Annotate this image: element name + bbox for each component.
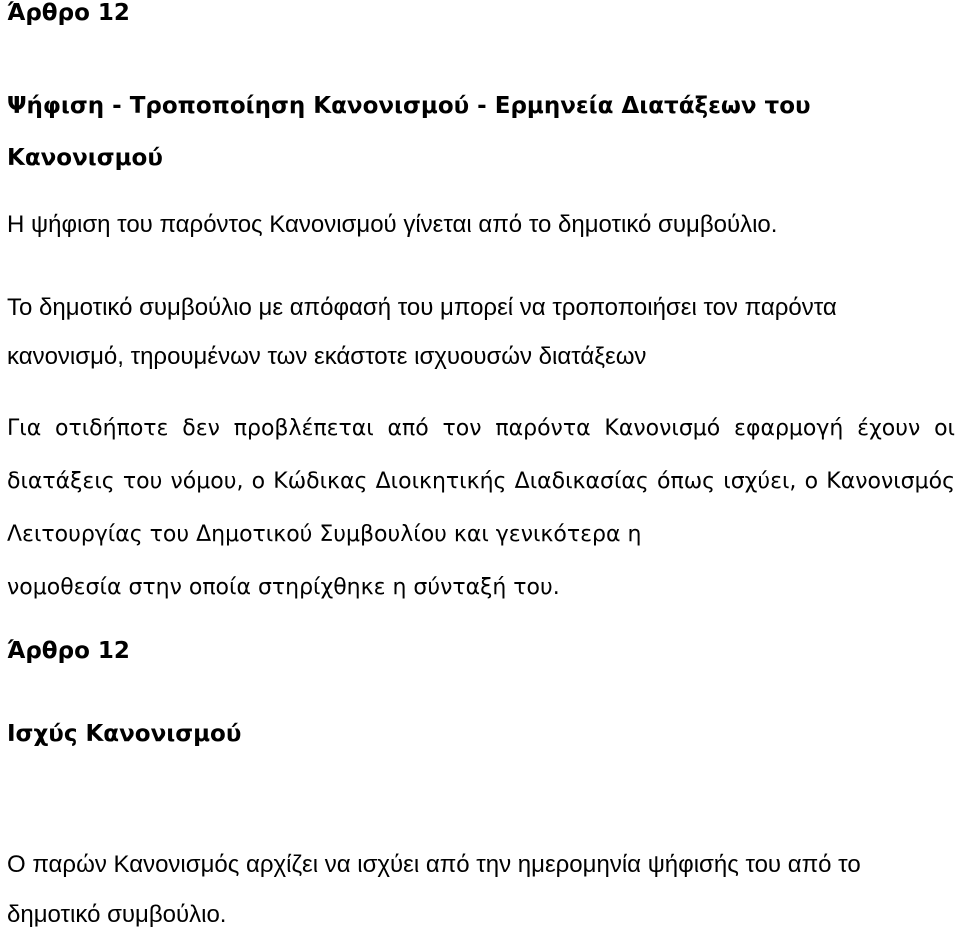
article-title-second: Άρθρο 12 — [7, 638, 130, 664]
paragraph-amend: Το δημοτικό συμβούλιο με απόφασή του μπορεί να τροποποιήσει τον παρόντα κανονισμό, τηρουμένων των εκάστοτε ισχυουσών διατάξεων — [7, 294, 837, 370]
article-subtitle: Ψήφιση - Τροποποίηση Κανονισμού - Ερμηνεία Διατάξεων του Κανονισμού — [7, 93, 811, 171]
paragraph-general-body: Για οτιδήποτε δεν προβλέπεται από τον παρόντα Κανονισμό εφαρμογή έχουν οι διατάξεις του νόμου, ο Κώδικας Διοικητικής Διαδικασίας όπως ισχύει, ο Κανονισμός Λειτουργίας του Δημοτικού Συμβουλίου και γενικότερα η — [7, 416, 955, 547]
paragraph-vote: Η ψήφιση του παρόντος Κανονισμού γίνεται από το δημοτικό συμβούλιο. — [7, 211, 778, 238]
paragraph-general-last-line: νομοθεσία στην οποία στηρίχθηκε η σύνταξή του. — [7, 575, 560, 600]
paragraph-force: Ο παρών Κανονισμός αρχίζει να ισχύει από την ημερομηνία ψήφισής του από το δημοτικό συμβούλιο. — [7, 851, 861, 928]
paragraph-general — [7, 402, 955, 614]
article-title: Άρθρο 12 — [7, 0, 130, 26]
article-subtitle-second: Ισχύς Κανονισμού — [7, 721, 242, 747]
